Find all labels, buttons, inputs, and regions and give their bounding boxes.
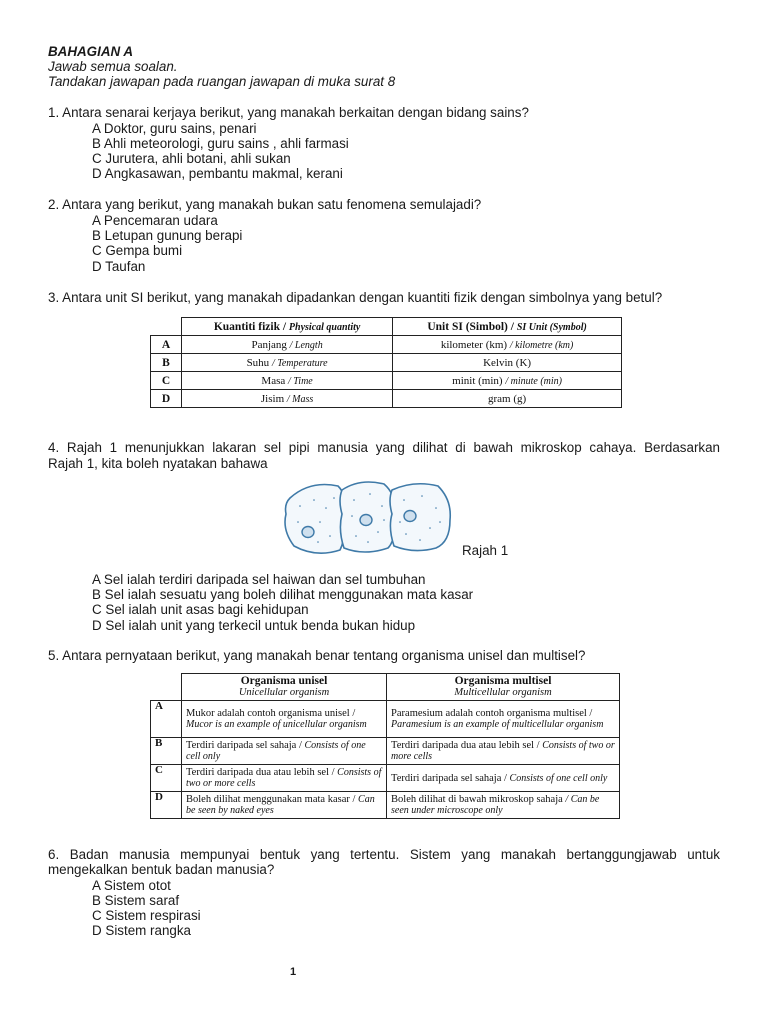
row-label: B: [151, 354, 182, 372]
instruction-line-2: Tandakan jawapan pada ruangan jawapan di muka surat 8: [48, 74, 396, 89]
question-6-option-c[interactable]: C Sistem respirasi: [92, 908, 201, 923]
row-label: D: [151, 390, 182, 408]
unit-cell: Kelvin (K): [393, 354, 622, 372]
question-2-option-d[interactable]: D Taufan: [92, 259, 146, 274]
question-5-stem: 5. Antara pernyataan berikut, yang manakah benar tentang organisma unisel dan multisel?: [48, 648, 586, 663]
quantity-cell: Suhu / Temperature: [182, 354, 393, 372]
question-4-option-d[interactable]: D Sel ialah unit yang terkecil untuk benda bukan hidup: [92, 618, 416, 633]
unit-cell: kilometer (km) / kilometre (km): [393, 336, 622, 354]
instruction-line-1: Jawab semua soalan.: [48, 59, 178, 74]
row-label: B: [151, 738, 182, 765]
table-header-multicellular: Organisma multisel Multicellular organism: [387, 674, 620, 701]
cheek-cell-left: [285, 485, 345, 554]
table-header-unit: Unit SI (Simbol) / SI Unit (Symbol): [393, 318, 622, 336]
question-3-table: [150, 317, 622, 408]
table-row: [151, 372, 622, 390]
row-label: C: [151, 765, 182, 792]
question-1-option-d[interactable]: D Angkasawan, pembantu makmal, kerani: [92, 166, 343, 181]
question-2-stem: 2. Antara yang berikut, yang manakah bukan satu fenomena semulajadi?: [48, 197, 482, 212]
question-2-option-c[interactable]: C Gempa bumi: [92, 243, 183, 258]
nucleus-left: [302, 527, 314, 538]
unit-cell: minit (min) / minute (min): [393, 372, 622, 390]
question-4-option-a[interactable]: A Sel ialah terdiri daripada sel haiwan dan sel tumbuhan: [92, 572, 426, 587]
nucleus-right: [404, 511, 416, 522]
question-1-option-c[interactable]: C Jurutera, ahli botani, ahli sukan: [92, 151, 291, 166]
table-row: [151, 701, 620, 738]
row-label: A: [151, 336, 182, 354]
table-row: [151, 738, 620, 765]
table-row: [151, 765, 620, 792]
cheek-cell-diagram: [280, 478, 455, 558]
question-2-option-b[interactable]: B Letupan gunung berapi: [92, 228, 243, 243]
nucleus-middle: [360, 515, 372, 526]
unit-cell: gram (g): [393, 390, 622, 408]
multicellular-cell: Boleh dilihat di bawah mikroskop sahaja / Can be seen under microscope only: [387, 792, 620, 819]
unicellular-cell: Mukor adalah contoh organisma unisel / Mucor is an example of unicellular organism: [182, 701, 387, 738]
question-4-option-c[interactable]: C Sel ialah unit asas bagi kehidupan: [92, 602, 309, 617]
row-label: A: [151, 701, 182, 738]
question-6-stem-line-1: 6. Badan manusia mempunyai bentuk yang tertentu. Sistem yang manakah bertanggungjawab untuk: [48, 847, 720, 862]
question-4-stem-line-1: 4. Rajah 1 menunjukkan lakaran sel pipi manusia yang dilihat di bawah mikroskop cahaya. Berdasarkan: [48, 440, 720, 455]
question-1-stem: 1. Antara senarai kerjaya berikut, yang manakah berkaitan dengan bidang sains?: [48, 105, 529, 120]
question-2-option-a[interactable]: A Pencemaran udara: [92, 213, 218, 228]
question-3-stem: 3. Antara unit SI berikut, yang manakah dipadankan dengan kuantiti fizik dengan simbolnya yang betul?: [48, 290, 663, 305]
question-1-option-b[interactable]: B Ahli meteorologi, guru sains , ahli farmasi: [92, 136, 349, 151]
question-6-stem-line-2: mengekalkan bentuk badan manusia?: [48, 862, 275, 877]
unicellular-cell: Boleh dilihat menggunakan mata kasar / Can be seen by naked eyes: [182, 792, 387, 819]
section-title: BAHAGIAN A: [48, 44, 134, 59]
row-label: C: [151, 372, 182, 390]
table-header-quantity: Kuantiti fizik / Physical quantity: [182, 318, 393, 336]
figure-caption: Rajah 1: [462, 543, 509, 558]
table-row: [151, 390, 622, 408]
question-6-option-d[interactable]: D Sistem rangka: [92, 923, 191, 938]
question-6-option-a[interactable]: A Sistem otot: [92, 878, 171, 893]
quantity-cell: Masa / Time: [182, 372, 393, 390]
question-5-table: [150, 673, 620, 819]
quantity-cell: Panjang / Length: [182, 336, 393, 354]
table-row: [151, 336, 622, 354]
multicellular-cell: Terdiri daripada dua atau lebih sel / Consists of two or more cells: [387, 738, 620, 765]
unicellular-cell: Terdiri daripada dua atau lebih sel / Consists of two or more cells: [182, 765, 387, 792]
question-4-option-b[interactable]: B Sel ialah sesuatu yang boleh dilihat menggunakan mata kasar: [92, 587, 474, 602]
multicellular-cell: Terdiri daripada sel sahaja / Consists of one cell only: [387, 765, 620, 792]
page-number: 1: [290, 966, 297, 978]
table-row: [151, 792, 620, 819]
table-header-unicellular: Organisma unisel Unicellular organism: [182, 674, 387, 701]
table-header-row: [151, 674, 620, 701]
question-1-option-a[interactable]: A Doktor, guru sains, penari: [92, 121, 257, 136]
row-label: D: [151, 792, 182, 819]
table-row: [151, 354, 622, 372]
question-6-option-b[interactable]: B Sistem saraf: [92, 893, 180, 908]
quantity-cell: Jisim / Mass: [182, 390, 393, 408]
question-4-stem-line-2: Rajah 1, kita boleh nyatakan bahawa: [48, 456, 268, 471]
multicellular-cell: Paramesium adalah contoh organisma multisel / Paramesium is an example of multicellular organism: [387, 701, 620, 738]
table-header-row: [151, 318, 622, 336]
unicellular-cell: Terdiri daripada sel sahaja / Consists of one cell only: [182, 738, 387, 765]
